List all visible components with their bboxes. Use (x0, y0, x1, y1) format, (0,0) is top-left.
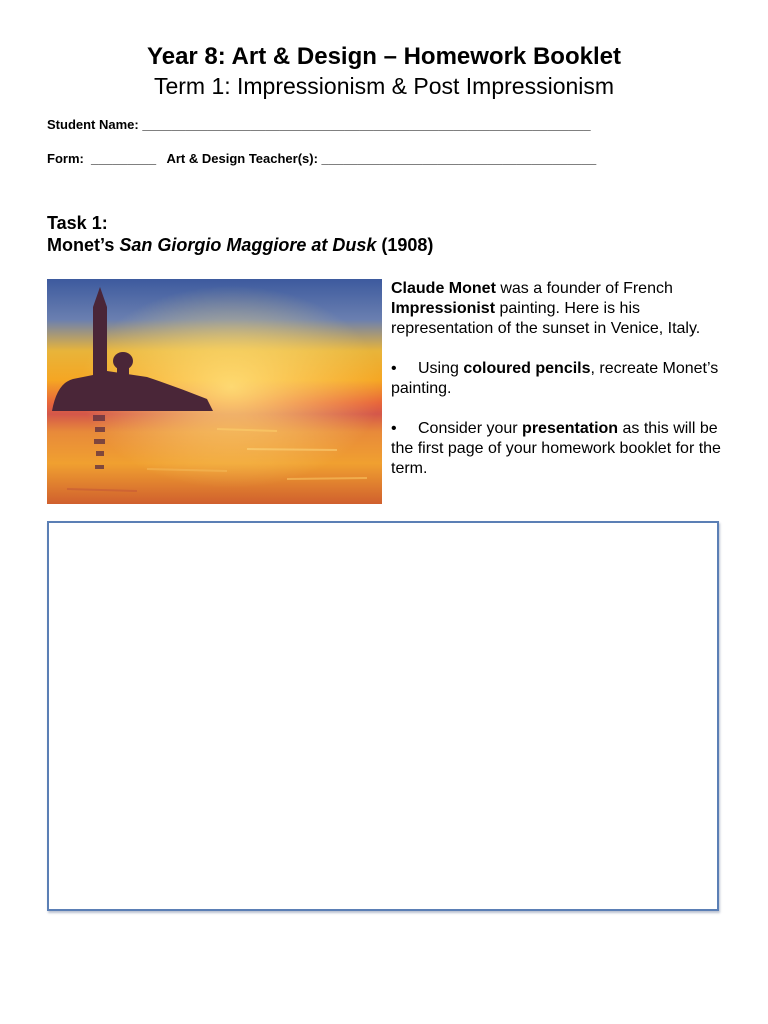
bullet-icon: • (391, 360, 397, 377)
bullet2-post: as this will be the first page of your homework booklet for the term. (391, 420, 721, 477)
page-subtitle: Term 1: Impressionism & Post Impressionism (153, 73, 615, 99)
intro-paragraph (391, 279, 726, 339)
bullet2-bold: presentation (522, 420, 619, 437)
bullet2-pre: Consider your (418, 420, 523, 437)
bullet1-bold: coloured pencils (463, 360, 591, 377)
artist-prefix: Monet’s (47, 235, 120, 255)
monet-painting-image (47, 279, 382, 504)
intro-bold-movement: Impressionist (391, 300, 496, 317)
intro-text-1: was a founder of French (495, 280, 673, 297)
task-description (391, 279, 726, 479)
task-heading (47, 212, 433, 256)
task-artwork-line (47, 234, 433, 256)
bullet1-post: , recreate Monet’s painting. (391, 360, 719, 397)
artwork-year: (1908) (376, 235, 434, 255)
artwork-title: San Giorgio Maggiore at Dusk (119, 235, 377, 255)
task-label: Task 1: (47, 213, 108, 233)
drawing-area-box[interactable] (47, 521, 719, 911)
form-teacher-field[interactable]: Form: _________ Art & Design Teacher(s): ______________________________________ (47, 151, 597, 166)
intro-bold-artist: Claude Monet (391, 280, 496, 297)
bullet-icon: • (391, 420, 397, 437)
intro-text-2: painting. Here is his representation of the sunset in Venice, Italy. (391, 300, 701, 337)
student-name-field[interactable]: Student Name: ______________________________________________________________ (47, 117, 591, 132)
bullet-item-coloured-pencils (391, 359, 726, 399)
bullet1-pre: Using (418, 360, 464, 377)
bullet-item-presentation (391, 419, 726, 479)
page-title: Year 8: Art & Design – Homework Booklet (147, 43, 621, 70)
